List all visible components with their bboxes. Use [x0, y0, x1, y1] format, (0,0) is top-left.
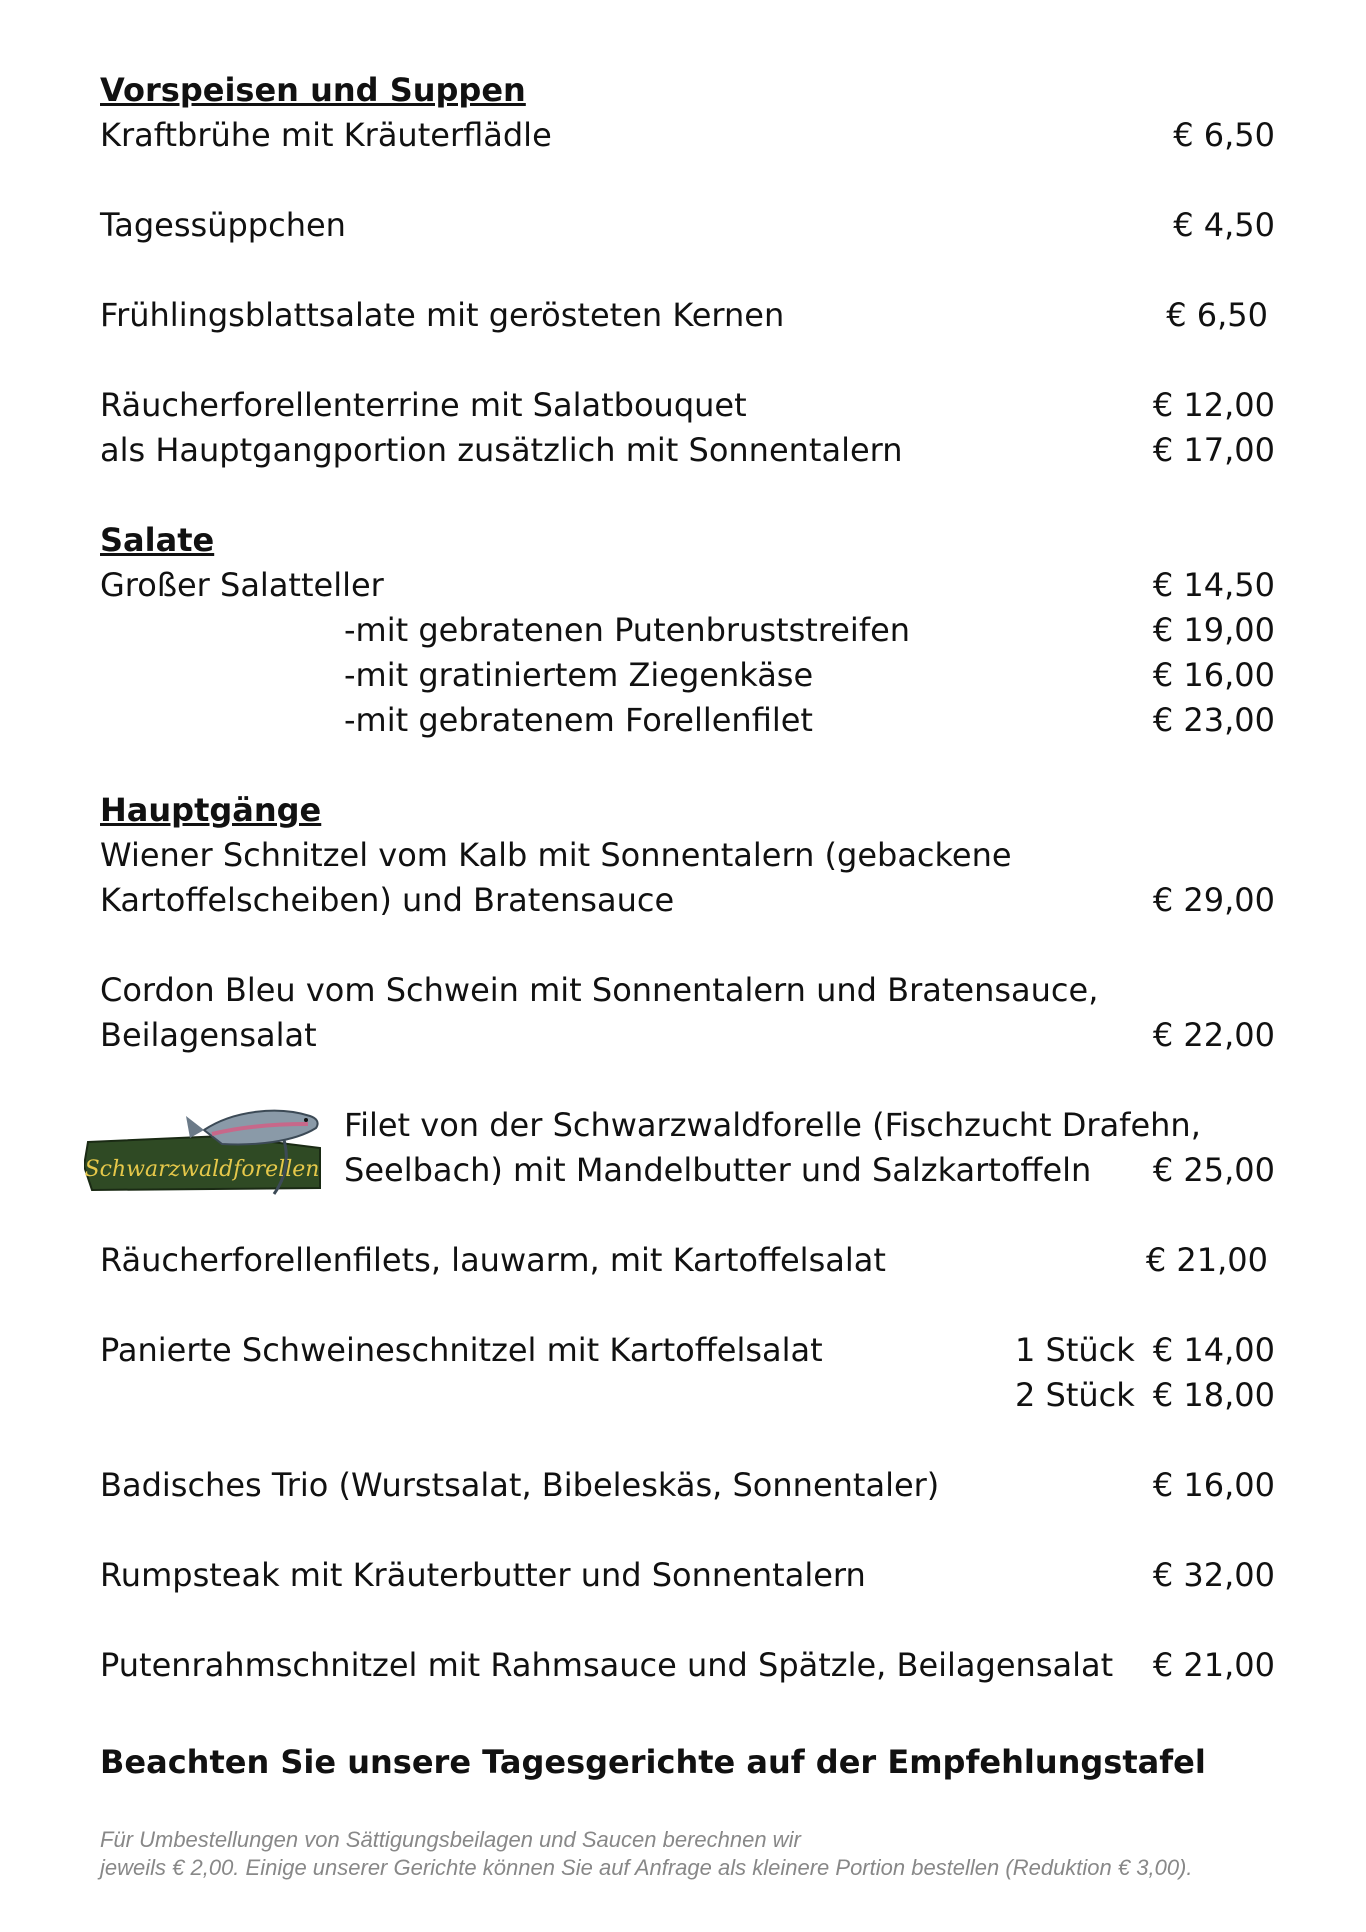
menu-item-name: Cordon Bleu vom Schwein mit Sonnentalern und Bratensauce, — [100, 971, 1099, 1009]
menu-item-option: -mit gratiniertem Ziegenkäse — [344, 656, 814, 694]
menu-item-name: Filet von der Schwarzwaldforelle (Fischzucht Drafehn, — [344, 1106, 1201, 1144]
menu-item-price: € 32,00 — [1152, 1556, 1275, 1594]
menu-item-name: Kartoffelscheiben) und Bratensauce — [100, 881, 675, 919]
menu-item-price: € 21,00 — [1145, 1241, 1268, 1279]
menu-item-price: € 16,00 — [1152, 656, 1275, 694]
menu-item-price: € 29,00 — [1152, 881, 1275, 919]
menu-item-price: € 14,50 — [1152, 566, 1275, 604]
menu-item-price: € 12,00 — [1152, 386, 1275, 424]
footnote-line: Für Umbestellungen von Sättigungsbeilagen und Saucen berechnen wir — [100, 1827, 801, 1852]
section-heading-starters: Vorspeisen und Suppen — [100, 71, 526, 109]
menu-item-quantity: 1 Stück — [1015, 1331, 1135, 1369]
section-heading-salads: Salate — [100, 521, 215, 559]
footnote-line: jeweils € 2,00. Einige unserer Gerichte können Sie auf Anfrage als kleinere Portion bestellen (Reduktion € 3,00). — [100, 1855, 1193, 1880]
schwarzwaldforellen-logo — [84, 1100, 324, 1196]
menu-item-price: € 16,00 — [1152, 1466, 1275, 1504]
menu-item-price: € 17,00 — [1152, 431, 1275, 469]
menu-item-price: € 21,00 — [1152, 1646, 1275, 1684]
menu-item-price: € 6,50 — [1173, 116, 1275, 154]
menu-item-quantity: 2 Stück — [1015, 1376, 1135, 1414]
logo-text: Schwarzwaldforellen — [84, 1157, 320, 1182]
menu-item-option: -mit gebratenen Putenbruststreifen — [344, 611, 911, 649]
menu-item-price: € 14,00 — [1152, 1331, 1275, 1369]
menu-item-name: Panierte Schweineschnitzel mit Kartoffelsalat — [100, 1331, 823, 1369]
menu-item-price: € 19,00 — [1152, 611, 1275, 649]
menu-item-name: Putenrahmschnitzel mit Rahmsauce und Spätzle, Beilagensalat — [100, 1646, 1114, 1684]
menu-item-price: € 25,00 — [1152, 1151, 1275, 1189]
menu-item-name: Großer Salatteller — [100, 566, 384, 604]
menu-item-name: Wiener Schnitzel vom Kalb mit Sonnentalern (gebackene — [100, 836, 1012, 874]
trout-icon — [84, 1100, 324, 1196]
section-heading-mains: Hauptgänge — [100, 791, 322, 829]
menu-item-name: Kraftbrühe mit Kräuterflädle — [100, 116, 552, 154]
menu-item-name: Tagessüppchen — [100, 206, 346, 244]
daily-specials-notice: Beachten Sie unsere Tagesgerichte auf der Empfehlungstafel — [100, 1743, 1206, 1781]
menu-item-price: € 4,50 — [1173, 206, 1275, 244]
menu-item-name: Seelbach) mit Mandelbutter und Salzkartoffeln — [344, 1151, 1092, 1189]
menu-item-name: Badisches Trio (Wurstsalat, Bibeleskäs, Sonnentaler) — [100, 1466, 940, 1504]
menu-item-price: € 6,50 — [1166, 296, 1268, 334]
menu-item-option: -mit gebratenem Forellenfilet — [344, 701, 813, 739]
menu-item-price: € 22,00 — [1152, 1016, 1275, 1054]
menu-item-name: Räucherforellenterrine mit Salatbouquet — [100, 386, 747, 424]
menu-item-name: Rumpsteak mit Kräuterbutter und Sonnentalern — [100, 1556, 866, 1594]
menu-item-name: Beilagensalat — [100, 1016, 317, 1054]
menu-item-price: € 18,00 — [1152, 1376, 1275, 1414]
menu-item-name: Frühlingsblattsalate mit gerösteten Kernen — [100, 296, 785, 334]
menu-item-price: € 23,00 — [1152, 701, 1275, 739]
menu-item-name: als Hauptgangportion zusätzlich mit Sonnentalern — [100, 431, 903, 469]
menu-item-name: Räucherforellenfilets, lauwarm, mit Kartoffelsalat — [100, 1241, 886, 1279]
